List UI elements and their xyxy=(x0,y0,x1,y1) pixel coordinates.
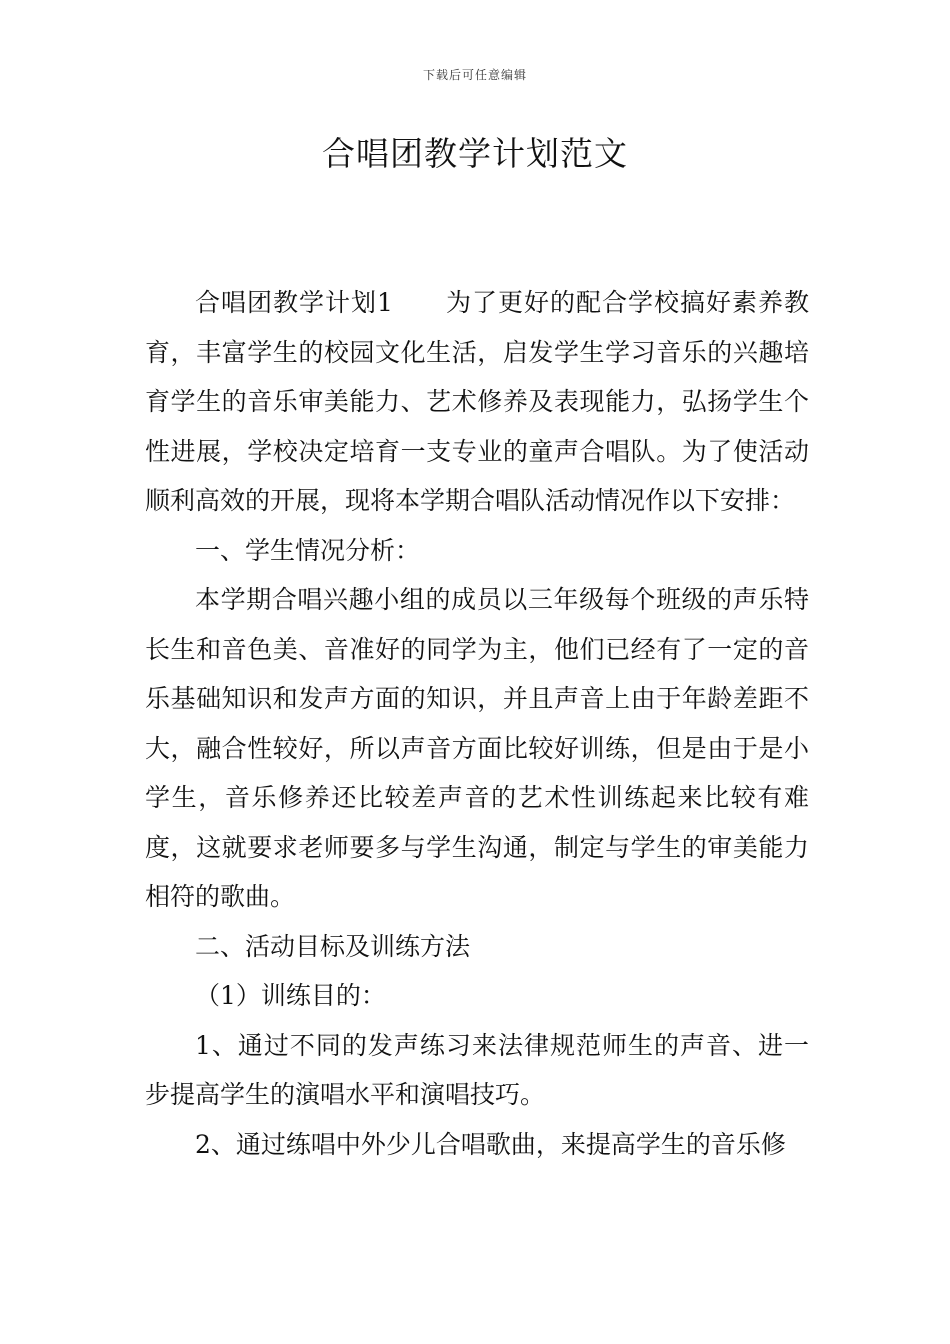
section2-item-1: 1、通过不同的发声练习来法律规范师生的声音、进一步提高学生的演唱水平和演唱技巧。 xyxy=(145,1030,809,1109)
document-title: 合唱团教学计划范文 xyxy=(322,134,628,173)
section1-heading: 一、学生情况分析： xyxy=(195,535,421,565)
document-body xyxy=(145,278,809,1169)
section2-heading: 二、活动目标及训练方法 xyxy=(195,931,471,961)
section2-item-2: 2、通过练唱中外少儿合唱歌曲，来提高学生的音乐修 xyxy=(195,1129,786,1159)
section1-paragraph: 本学期合唱兴趣小组的成员以三年级每个班级的声乐特长生和音色美、音准好的同学为主，他们已经有了一定的音乐基础知识和发声方面的知识，并且声音上由于年龄差距不大，融合性较好，所以声音方面比较好训练，但是由于是小学生，音乐修养还比较差声音的艺术性训练起来比较有难度，这就要求老师要多与学生沟通，制定与学生的审美能力相符的歌曲。 xyxy=(145,585,809,911)
intro-heading: 合唱团教学计划1 xyxy=(195,288,393,317)
intro-text: 为了更好的配合学校搞好素养教育，丰富学生的校园文化生活，启发学生学习音乐的兴趣培育学生的音乐审美能力、艺术修养及表现能力，弘扬学生个性进展，学校决定培育一支专业的童声合唱队。为了使活动顺利高效的开展，现将本学期合唱队活动情况作以下安排： xyxy=(145,288,809,515)
intro-paragraph xyxy=(145,278,809,526)
header-note: 下载后可任意编辑 xyxy=(422,68,527,82)
section2-subheading: （1）训练目的： xyxy=(195,981,386,1010)
